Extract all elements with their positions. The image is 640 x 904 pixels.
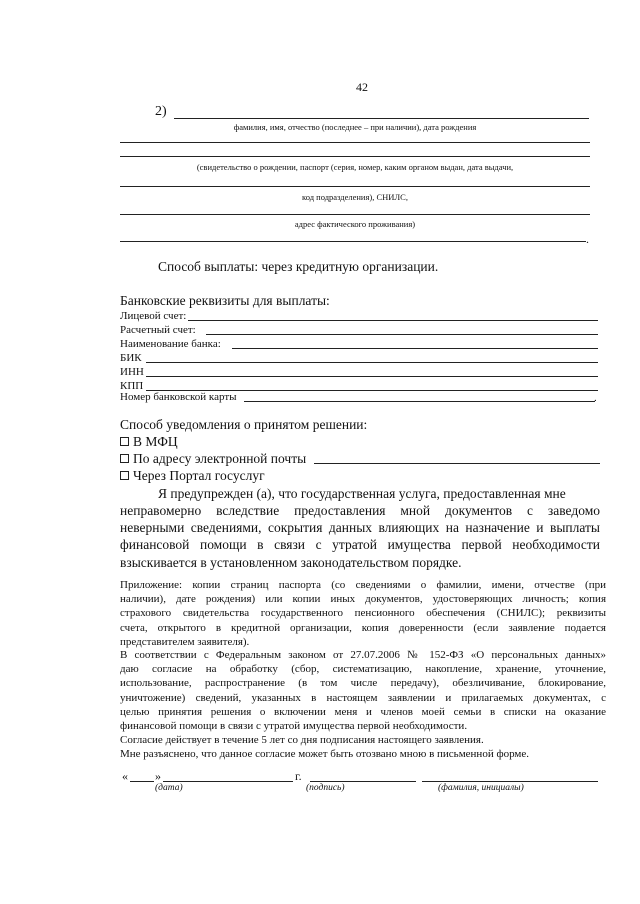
notify-option-label: Через Портал госуслуг — [133, 468, 265, 483]
card-dot: . — [594, 392, 597, 404]
bank-field-inn: ИНН — [120, 366, 144, 378]
bank-input-card[interactable] — [244, 401, 595, 402]
payment-method: Способ выплаты: через кредитную организации. — [158, 259, 439, 274]
line-3[interactable] — [120, 186, 590, 187]
consent-revocation: Мне разъяснено, что данное согласие может быть отозвано мною в письменной форме. — [120, 748, 530, 761]
appendix-line: представителем заявителя). — [120, 635, 250, 648]
fio-line[interactable] — [174, 118, 589, 119]
notify-option-label: В МФЦ — [133, 434, 178, 449]
bank-input-settlement[interactable] — [206, 334, 598, 335]
line-5[interactable] — [120, 241, 586, 242]
warning-line: финансовой помощи в связи с утратой имущества первой необходимости — [120, 537, 600, 553]
bank-input-bank-name[interactable] — [232, 348, 598, 349]
line-2[interactable] — [120, 156, 590, 157]
bank-field-bank-name: Наименование банка: — [120, 338, 221, 350]
date-day-input[interactable] — [130, 781, 154, 782]
consent-line: финансовой помощи в связи с утратой имущества первой необходимости. — [120, 720, 468, 733]
line-1[interactable] — [120, 142, 590, 143]
notify-option-email[interactable] — [120, 450, 306, 467]
warning-line-1: Я предупрежден (а), что государственная услуга, предоставленная мне — [158, 486, 566, 501]
name-input[interactable] — [422, 781, 598, 782]
line-4[interactable] — [120, 214, 590, 215]
email-input[interactable] — [314, 463, 600, 464]
notify-option-label: По адресу электронной почты — [133, 451, 307, 466]
line-5-dot: . — [586, 232, 589, 246]
appendix-line: наличии), дате рождения) или копии иных документов, удостоверяющих личность; копия — [120, 593, 606, 606]
caption-code: код подразделения), СНИЛС, — [302, 192, 408, 202]
warning-line: неправомерно вследствие предоставления мной документов с заведомо — [120, 503, 600, 518]
date-open-quote: « — [122, 769, 128, 783]
bank-input-inn[interactable] — [146, 376, 598, 377]
checkbox-mfc[interactable] — [120, 437, 129, 446]
caption-fio: фамилия, имя, отчество (последнее – при наличии), дата рождения — [233, 122, 477, 132]
bank-field-bik: БИК — [120, 352, 142, 364]
checkbox-portal[interactable] — [120, 471, 129, 480]
consent-line: В соответствии с Федеральным законом от 27.07.2006 № 152-ФЗ «О персональных данных» — [120, 649, 606, 661]
date-close-quote: » — [155, 769, 161, 783]
bank-field-settlement: Расчетный счет: — [120, 324, 196, 336]
warning-line: взыскивается в установленном законодательством порядке. — [120, 554, 462, 570]
notify-option-mfc[interactable] — [120, 433, 178, 450]
notify-heading: Способ уведомления о принятом решении: — [120, 417, 368, 432]
year-suffix: г. — [295, 769, 302, 783]
notify-option-portal[interactable] — [120, 467, 265, 484]
appendix-line: Приложение: копии страниц паспорта (со сведениями о фамилии, имени, отчестве (при — [120, 579, 606, 591]
appendix-line: счета, открытого в кредитной организации, копия доверенности (если заявление подается — [120, 621, 606, 634]
name-label: (фамилия, инициалы) — [438, 783, 524, 793]
caption-address: адрес фактического проживания) — [294, 219, 416, 229]
bank-field-card: Номер банковской карты — [120, 391, 237, 403]
bank-input-bik[interactable] — [146, 362, 598, 363]
warning-paragraph — [120, 502, 600, 571]
page-number: 42 — [356, 80, 368, 94]
appendix-paragraph — [120, 578, 606, 649]
warning-line: неверными сведениями, сокрытия данных влияющих на назначение и выплаты — [120, 520, 600, 536]
date-label: (дата) — [155, 783, 183, 793]
caption-doc: (свидетельство о рождении, паспорт (серия, номер, каким органом выдан, дата выдачи, — [196, 162, 514, 172]
bank-heading: Банковские реквизиты для выплаты: — [120, 293, 330, 308]
bank-input-account[interactable] — [188, 320, 598, 321]
consent-line: целью принятия решения о включении меня и членов моей семьи в списки на оказание — [120, 705, 606, 718]
signature-label: (подпись) — [306, 783, 345, 793]
item-number: 2) — [155, 104, 167, 119]
consent-line: уничтожение) сведений, указанных в настоящем заявлении и прилагаемых документах, с — [120, 691, 606, 704]
bank-field-account: Лицевой счет: — [120, 310, 187, 322]
consent-line: даю согласие на обработку (сбор, систематизацию, накопление, хранение, уточнение, — [120, 663, 606, 676]
date-month-input[interactable] — [163, 781, 293, 782]
consent-line: использование, распространение (в том числе передачу), обезличивание, блокирование, — [120, 677, 606, 690]
consent-validity: Согласие действует в течение 5 лет со дня подписания настоящего заявления. — [120, 734, 484, 747]
appendix-line: страхового свидетельства государственного пенсионного обеспечения (СНИЛС); реквизиты — [120, 607, 606, 620]
consent-paragraph — [120, 648, 606, 762]
checkbox-email[interactable] — [120, 454, 129, 463]
bank-field-kpp: КПП — [120, 380, 144, 392]
signature-input[interactable] — [310, 781, 416, 782]
